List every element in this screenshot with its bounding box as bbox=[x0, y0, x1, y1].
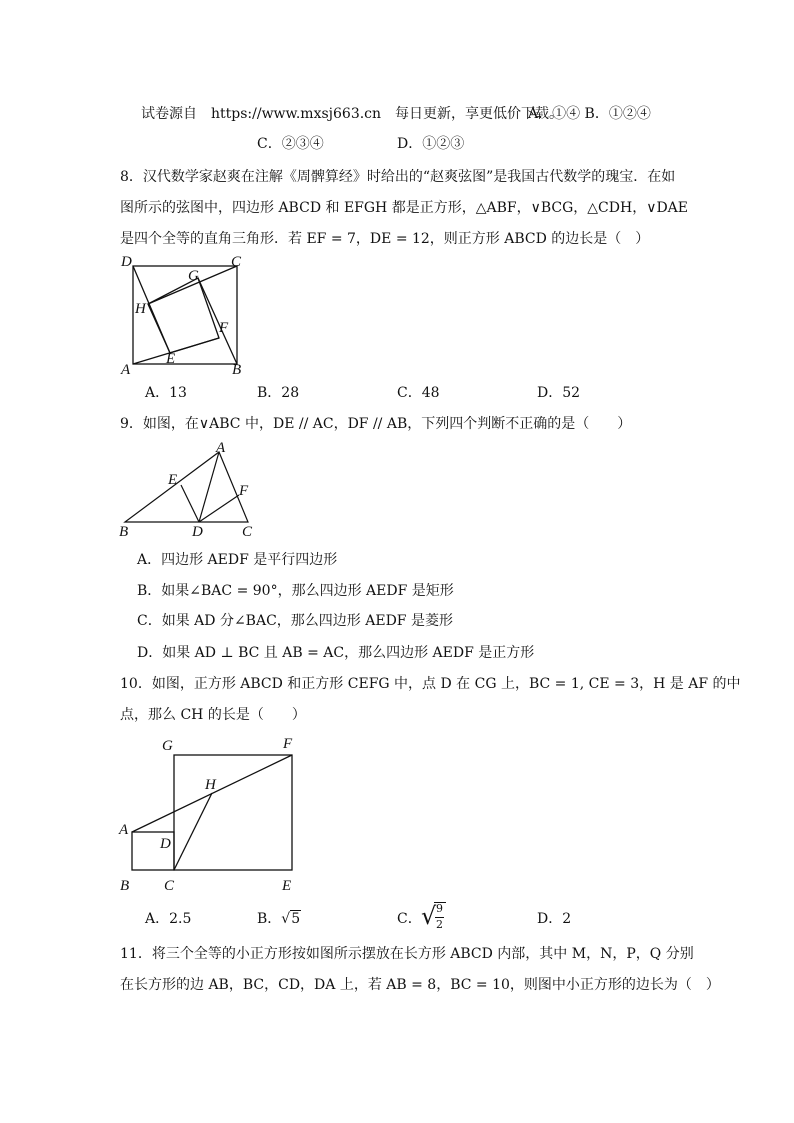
q8-label-d: D bbox=[121, 254, 132, 270]
q10-label-a: A bbox=[119, 822, 129, 838]
q8-label-f: F bbox=[219, 320, 229, 336]
q8-text-line3: 是四个全等的直角三角形．若 EF = 7，DE = 12，则正方形 ABCD 的边长是（ ） bbox=[120, 231, 650, 247]
q9-label-d: D bbox=[192, 524, 203, 540]
q10-option-c-numerator: 9 bbox=[436, 902, 443, 915]
q9-label-b: B bbox=[119, 524, 129, 540]
q10-option-b-prefix: B． bbox=[257, 911, 282, 927]
q7-option-c: C．②③④ bbox=[257, 136, 324, 152]
q7-option-d: D．①②③ bbox=[397, 136, 465, 152]
q8-option-a: A．13 bbox=[145, 385, 187, 401]
q9-triangle-figure bbox=[115, 440, 265, 540]
q9-label-e: E bbox=[168, 472, 178, 488]
q11-text-line2: 在长方形的边 AB，BC，CD，DA 上，若 AB = 8，BC = 10，则图中小正方形的边长为（ ） bbox=[120, 977, 720, 993]
q9-line-de bbox=[181, 485, 199, 522]
q8-zhao-shuang-figure bbox=[115, 252, 255, 378]
q9-triangle-abc bbox=[125, 452, 248, 522]
q10-text-line1: 10．如图，正方形 ABCD 和正方形 CEFG 中，点 D 在 CG 上，BC = 1, CE = 3，H 是 AF 的中 bbox=[120, 676, 741, 692]
q10-label-f: F bbox=[283, 736, 293, 752]
q7-options-ab: A．①④ B．①②④ bbox=[528, 106, 651, 122]
sqrt-icon: √ bbox=[281, 911, 291, 927]
q8-line-ae bbox=[133, 338, 219, 364]
q9-label-c: C bbox=[242, 524, 253, 540]
q9-option-c: C．如果 AD 分∠BAC，那么四边形 AEDF 是菱形 bbox=[137, 613, 453, 629]
q10-option-c-denominator: 2 bbox=[436, 918, 443, 931]
q9-label-a: A bbox=[216, 440, 226, 456]
q9-line-ad bbox=[199, 452, 219, 522]
q8-text-line2: 图所示的弦图中，四边形 ABCD 和 EFGH 都是正方形，△ABF，∨BCG，△CDH，∨DAE bbox=[120, 200, 689, 216]
q10-option-c-prefix: C． bbox=[397, 911, 422, 927]
q8-option-d: D．52 bbox=[537, 385, 581, 401]
q8-label-c: C bbox=[231, 254, 242, 270]
q10-label-g: G bbox=[162, 738, 173, 754]
q10-label-h: H bbox=[205, 777, 216, 793]
q10-line-ch bbox=[174, 793, 212, 870]
q9-text-line1: 9．如图，在∨ABC 中，DE // AC，DF // AB，下列四个判断不正确的是（ ） bbox=[120, 416, 632, 432]
q10-label-b: B bbox=[120, 878, 130, 894]
q10-option-a: A．2.5 bbox=[145, 911, 192, 927]
q10-square-cefg bbox=[174, 755, 292, 870]
q8-label-b: B bbox=[232, 362, 242, 378]
q8-text-line1: 8．汉代数学家赵爽在注解《周髀算经》时给出的“赵爽弦图”是我国古代数学的瑰宝．在如 bbox=[120, 169, 676, 185]
q9-option-b: B．如果∠BAC = 90°，那么四边形 AEDF 是矩形 bbox=[137, 583, 454, 599]
sqrt-icon: √ bbox=[421, 902, 437, 930]
q8-square-abcd bbox=[133, 266, 237, 364]
q8-option-c: C．48 bbox=[397, 385, 440, 401]
q10-squares-figure bbox=[112, 728, 312, 896]
q10-text-line2: 点，那么 CH 的长是（ ） bbox=[120, 707, 306, 723]
q8-label-h: H bbox=[135, 301, 146, 317]
q9-label-f: F bbox=[239, 483, 249, 499]
q8-label-e: E bbox=[166, 351, 176, 367]
q9-option-a: A．四边形 AEDF 是平行四边形 bbox=[137, 552, 338, 568]
q10-option-d: D．2 bbox=[537, 911, 572, 927]
q8-option-b: B．28 bbox=[257, 385, 300, 401]
q8-label-a: A bbox=[121, 362, 131, 378]
q8-label-g: G bbox=[188, 268, 199, 284]
q10-label-c: C bbox=[164, 878, 175, 894]
q8-line-bg bbox=[198, 278, 237, 364]
q10-option-b-radicand: 5 bbox=[291, 911, 301, 927]
q9-option-d: D．如果 AD ⊥ BC 且 AB = AC，那么四边形 AEDF 是正方形 bbox=[137, 645, 535, 661]
header-source: 试卷源自 https://www.mxsj663.cn 每日更新，享更低价下载。 bbox=[141, 106, 564, 122]
q10-option-c-fraction bbox=[434, 902, 446, 933]
q11-text-line1: 11．将三个全等的小正方形按如图所示摆放在长方形 ABCD 内部，其中 M，N，P，Q 分别 bbox=[120, 946, 694, 962]
q10-label-d: D bbox=[160, 836, 171, 852]
q10-option-b bbox=[257, 909, 301, 929]
q10-label-e: E bbox=[282, 878, 292, 894]
